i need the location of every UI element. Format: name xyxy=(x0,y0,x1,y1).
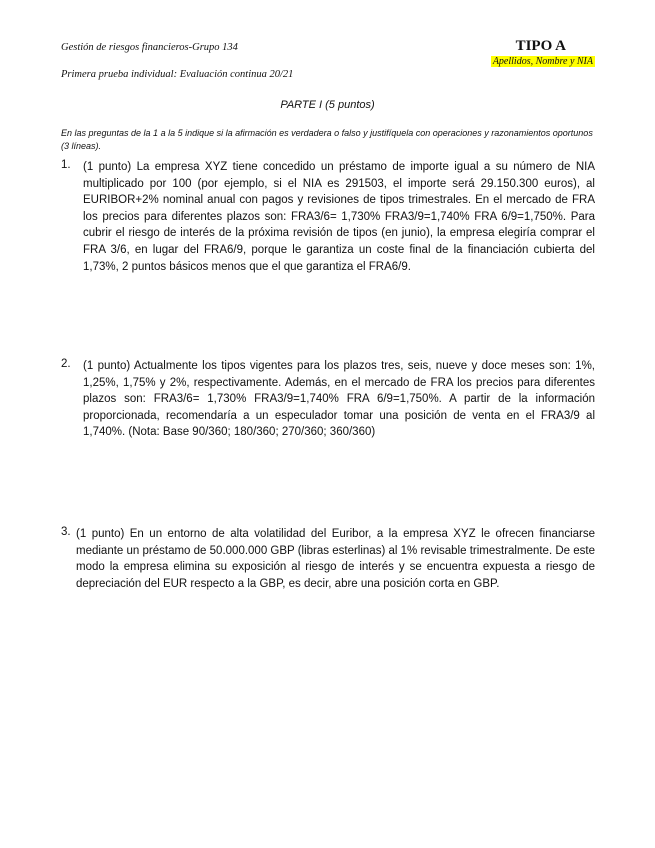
part-title: PARTE I (5 puntos) xyxy=(280,99,375,111)
question-3-number: 3. xyxy=(61,526,71,538)
question-1-text: (1 punto) La empresa XYZ tiene concedido un préstamo de importe igual a su número de NIA multiplicado por 100 (por ejemplo, si el NIA es 291503, el importe será 29.150.300 euros), al EURIBOR+2% nominal anual con pagos y revisiones de tipos trimestrales. En el mercado de FRA los precios para diferentes plazos son: FRA3/6= 1,730% FRA3/9=1,740% FRA 6/9=1,750%. Para cubrir el riesgo de interés de la próxima revisión de tipos (en junio), la empresa elegiría comprar el FRA 3/6, en lugar del FRA6/9, porque le garantiza un coste final de la financiación cubierta del 1,73%, 2 puntos básicos menos que el que garantiza el FRA6/9. xyxy=(83,161,595,273)
question-3-text: (1 punto) En un entorno de alta volatilidad del Euribor, a la empresa XYZ le ofrecen financiarse mediante un préstamo de 50.000.000 GBP (libras esterlinas) al 1% revisable trimestralmente. De este modo la empresa elimina su exposición al riesgo de interés y se encuentra expuesta a riesgo de depreciación del EUR respecto a la GBP, es decir, abre una posición corta en GBP. xyxy=(76,528,595,590)
course-title: Gestión de riesgos financieros-Grupo 134 xyxy=(61,42,238,53)
question-2-number: 2. xyxy=(61,358,71,370)
instructions: En las preguntas de la 1 a la 5 indique si la afirmación es verdadera o falso y justifíquela con operaciones y razonamientos oportunos (3 líneas). xyxy=(61,128,593,151)
exam-type: TIPO A xyxy=(515,38,566,54)
question-1-number: 1. xyxy=(61,159,71,171)
student-name-field[interactable]: Apellidos, Nombre y NIA xyxy=(492,56,593,67)
question-2-text: (1 punto) Actualmente los tipos vigentes para los plazos tres, seis, nueve y doce meses son: 1%, 1,25%, 1,75% y 2%, respectivamente. Además, en el mercado de FRA los precios para diferentes plazos son: FRA3/6= 1,730% FRA3/9=1,740% FRA 6/9=1,750%. A partir de la información proporcionada, recomendaría a un especulador tomar una posición de venta en el FRA3/9 al 1,740%. (Nota: Base 90/360; 180/360; 270/360; 360/360) xyxy=(83,360,595,439)
exam-title: Primera prueba individual: Evaluación continua 20/21 xyxy=(61,69,294,80)
